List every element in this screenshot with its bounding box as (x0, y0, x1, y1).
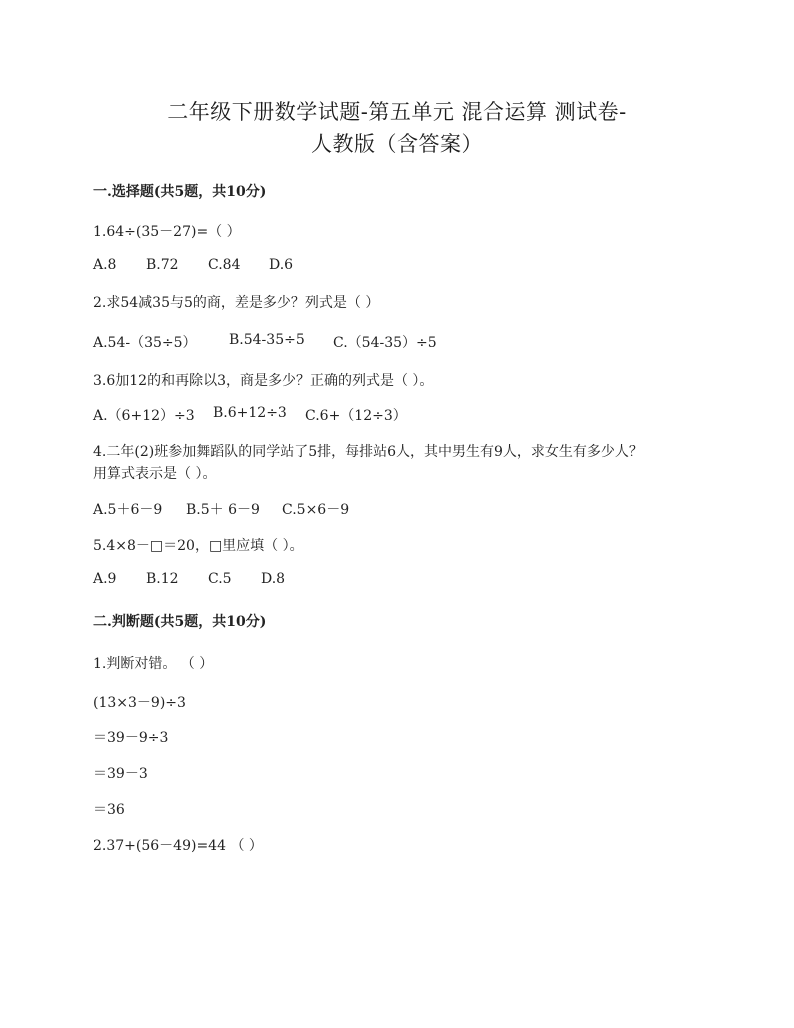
option-1-2-a: A.54-（35÷5） (93, 335, 197, 351)
title-line-1: 二年级下册数学试题-第五单元 混合运算 测试卷- (167, 100, 627, 124)
option-1-3-b: B.6+12÷3 (213, 405, 287, 421)
section-1-heading: 一.选择题(共5题，共10分) (93, 184, 267, 200)
option-1-3-c: C.6+（12÷3） (305, 408, 407, 424)
title-line-2: 人教版（含答案） (311, 132, 483, 156)
question-1-4-line-2: 用算式表示是（ ）。 (93, 466, 217, 482)
option-1-5-d: D.8 (261, 571, 286, 587)
option-1-1-c: C.84 (208, 257, 241, 273)
question-1-3: 3.6加12的和再除以3，商是多少？正确的列式是（ ）。 (93, 373, 434, 389)
question-2-1-step-4: ＝36 (93, 802, 125, 818)
question-1-1: 1.64÷(35－27)=（ ） (93, 224, 241, 240)
question-2-1-step-3: ＝39－3 (93, 766, 148, 782)
option-1-4-c: C.5×6－9 (282, 502, 350, 518)
section-2-heading: 二.判断题(共5题，共10分) (93, 614, 267, 630)
option-1-1-b: B.72 (146, 257, 179, 273)
option-1-1-a: A.8 (93, 257, 117, 273)
option-1-1-d: D.6 (269, 257, 294, 273)
question-2-1: 1.判断对错。 （ ） (93, 656, 214, 672)
option-1-5-a: A.9 (93, 571, 117, 587)
question-1-4-line-1: 4.二年(2)班参加舞蹈队的同学站了5排，每排站6人，其中男生有9人，求女生有多少人？ (93, 444, 643, 460)
question-2-1-step-2: ＝39－9÷3 (93, 730, 169, 746)
question-2-1-step-1: (13×3－9)÷3 (93, 695, 186, 711)
option-1-4-a: A.5＋6－9 (93, 502, 163, 518)
option-1-5-c: C.5 (208, 571, 232, 587)
option-1-2-c: C.（54-35）÷5 (333, 335, 437, 351)
option-1-2-b: B.54-35÷5 (229, 332, 305, 348)
option-1-5-b: B.12 (146, 571, 179, 587)
question-1-2: 2.求54减35与5的商，差是多少？列式是（ ） (93, 295, 380, 311)
option-1-3-a: A.（6+12）÷3 (93, 408, 195, 424)
question-2-2: 2.37+(56－49)=44 （ ） (93, 838, 263, 854)
option-1-4-b: B.5＋ 6－9 (186, 502, 260, 518)
question-1-5: 5.4×8－□＝20，□里应填（ ）。 (93, 538, 304, 554)
